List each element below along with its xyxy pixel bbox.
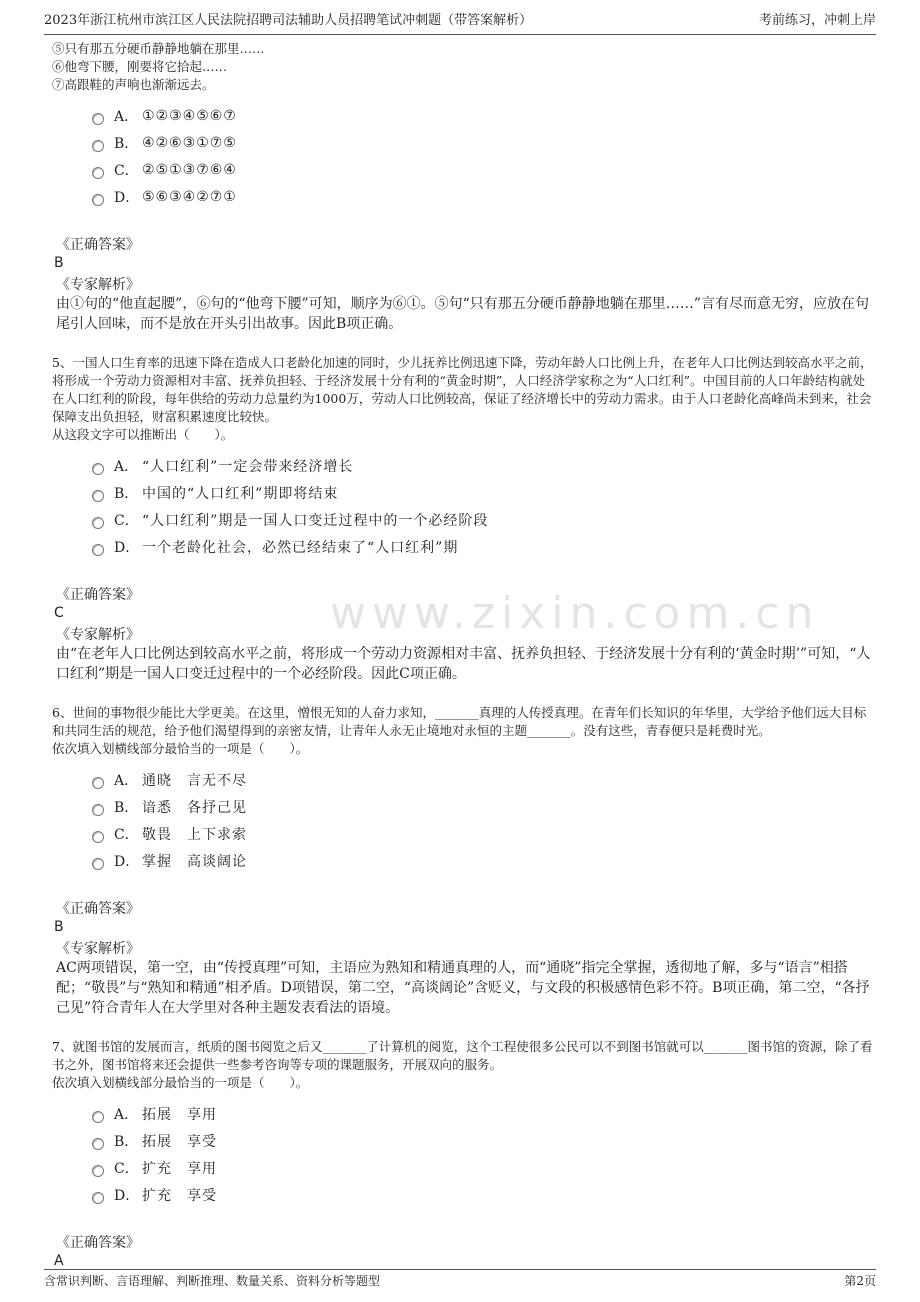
question-stem: 7、就图书馆的发展而言，纸质的图书阅览之后又_______了计算机的阅览，这个工程使很多公民可以不到图书馆就可以_______图书馆的资源，除了看书之外，图书馆将来还会提供一些参考咨询等专项的课题服务，开展双向的服务。 — [52, 1039, 873, 1072]
option-text: 一个老龄化社会，必然已经结束了“人口红利”期 — [142, 539, 459, 556]
option-letter: A． — [114, 1106, 139, 1123]
option-letter: D． — [114, 1187, 140, 1204]
answer-value: B — [54, 919, 64, 935]
option-list — [92, 1100, 876, 1208]
answer-value: A — [54, 1253, 64, 1269]
option-list — [92, 452, 876, 560]
option-text: 掌握 高谈阔论 — [142, 853, 247, 870]
option-list — [92, 766, 876, 874]
option-letter: B． — [114, 135, 139, 152]
option-a[interactable] — [92, 766, 876, 793]
option-letter: B． — [114, 485, 139, 502]
page-content — [52, 40, 876, 1270]
option-text: 敬畏 上下求索 — [142, 826, 247, 843]
question-line: ⑤只有那五分硬币静静地躺在那里…… — [52, 41, 265, 56]
question-line: ⑥他弯下腰，刚要将它拾起…… — [52, 59, 228, 74]
page-number: 第2页 — [844, 1274, 876, 1288]
question-stem: 6、世间的事物很少能比大学更美。在这里，憎恨无知的人奋力求知，_______真理的人传授真理。在青年们长知识的年华里，大学给予他们远大目标和共同生活的规范，给予他们渴望得到的亲密友情，让青年人永无止境地对永恒的主题_______。没有这些，青春便只是耗费时光。 — [52, 705, 867, 738]
radio-icon[interactable] — [92, 858, 104, 870]
option-letter: A． — [114, 108, 139, 125]
radio-icon[interactable] — [92, 194, 104, 206]
option-d[interactable] — [92, 183, 876, 210]
option-letter: C． — [114, 1160, 139, 1177]
radio-icon[interactable] — [92, 544, 104, 556]
option-text: “人口红利”一定会带来经济增长 — [142, 458, 354, 475]
option-text: ⑤⑥③④②⑦① — [142, 188, 237, 205]
option-a[interactable] — [92, 1100, 876, 1127]
option-text: 中国的“人口红利”期即将结束 — [142, 485, 339, 502]
option-text: 通晓 言无不尽 — [142, 772, 247, 789]
answer-value: C — [54, 605, 64, 621]
option-b[interactable] — [92, 479, 876, 506]
option-letter: D． — [114, 539, 140, 556]
radio-icon[interactable] — [92, 1192, 104, 1204]
question-stem: 5、一国人口生育率的迅速下降在造成人口老龄化加速的同时，少儿抚养比例迅速下降，劳动年龄人口比例上升，在老年人口比例达到较高水平之前，将形成一个劳动力资源相对丰富、抚养负担轻、于经济发展十分有利的“黄金时期”，人口经济学家称之为“人口红利”。中国目前的人口年龄结构就处在人口红利的阶段，每年供给的劳动力总量约为1000万，劳动人口比例较高，保证了经济增长中的劳动力需求。由于人口老龄化高峰尚未到来，社会保障支出负担轻，财富积累速度比较快。 — [52, 355, 873, 424]
radio-icon[interactable] — [92, 804, 104, 816]
radio-icon[interactable] — [92, 490, 104, 502]
option-letter: D． — [114, 189, 140, 206]
option-b[interactable] — [92, 129, 876, 156]
option-b[interactable] — [92, 1127, 876, 1154]
explanation-title: 《专家解析》 — [56, 627, 140, 643]
radio-icon[interactable] — [92, 831, 104, 843]
explanation-title: 《专家解析》 — [56, 277, 140, 293]
option-list — [92, 102, 876, 210]
radio-icon[interactable] — [92, 463, 104, 475]
question-prompt: 依次填入划横线部分最恰当的一项是（ ）。 — [52, 1075, 309, 1090]
option-letter: C． — [114, 162, 139, 179]
option-letter: B． — [114, 1133, 139, 1150]
option-letter: C． — [114, 826, 139, 843]
explanation-text: 由“在老年人口比例达到较高水平之前，将形成一个劳动力资源相对丰富、抚养负担轻、于经济发展十分有利的‘黄金时期’”可知，“人口红利”期是一国人口变迁过程中的一个必经阶段。因此C项正确。 — [56, 646, 871, 682]
answer-title: 《正确答案》 — [56, 587, 140, 603]
watermark: www.zixin.com.cn — [330, 588, 820, 639]
answer-title: 《正确答案》 — [56, 237, 140, 253]
option-text: 谙悉 各抒己见 — [142, 799, 247, 816]
option-text: ①②③④⑤⑥⑦ — [142, 107, 237, 124]
radio-icon[interactable] — [92, 140, 104, 152]
header-slogan: 考前练习，冲刺上岸 — [758, 13, 876, 28]
page-footer — [44, 1269, 876, 1294]
explanation-title: 《专家解析》 — [56, 941, 140, 957]
option-letter: B． — [114, 799, 139, 816]
radio-icon[interactable] — [92, 113, 104, 125]
option-c[interactable] — [92, 506, 876, 533]
option-a[interactable] — [92, 102, 876, 129]
option-b[interactable] — [92, 793, 876, 820]
answer-title: 《正确答案》 — [56, 901, 140, 917]
question-6 — [52, 704, 876, 1018]
document-title: 2023年浙江杭州市滨江区人民法院招聘司法辅助人员招聘笔试冲刺题（带答案解析） — [44, 13, 533, 28]
answer-value: B — [54, 255, 64, 271]
question-prompt: 从这段文字可以推断出（ ）。 — [52, 427, 234, 442]
option-letter: A． — [114, 772, 139, 789]
radio-icon[interactable] — [92, 1138, 104, 1150]
option-text: 拓展 享用 — [142, 1106, 217, 1123]
question-7 — [52, 1038, 876, 1270]
explanation-text: 由①句的“他直起腰”，⑥句的“他弯下腰”可知，顺序为⑥①。⑤句“只有那五分硬币静静地躺在那里……”言有尽而意无穷，应放在句尾引人回味，而不是放在开头引出故事。因此B项正确。 — [56, 296, 869, 332]
option-letter: D． — [114, 853, 140, 870]
option-d[interactable] — [92, 533, 876, 560]
explanation-text: AC两项错误，第一空，由“传授真理”可知，主语应为熟知和精通真理的人，而“通晓”指完全掌握，透彻地了解，多与“语言”相搭配；“敬畏”与“熟知和精通”相矛盾。D项错误，第二空，“高谈阔论”含贬义，与文段的积极感情色彩不符。B项正确，第二空，“各抒己见”符合青年人在大学里对各种主题发表看法的语境。 — [56, 960, 870, 1016]
question-5 — [52, 354, 876, 684]
option-text: “人口红利”期是一国人口变迁过程中的一个必经阶段 — [142, 512, 489, 529]
radio-icon[interactable] — [92, 167, 104, 179]
option-d[interactable] — [92, 847, 876, 874]
option-a[interactable] — [92, 452, 876, 479]
radio-icon[interactable] — [92, 1111, 104, 1123]
question-4 — [52, 40, 876, 334]
option-text: ④②⑥③①⑦⑤ — [142, 134, 237, 151]
option-c[interactable] — [92, 156, 876, 183]
option-text: ②⑤①③⑦⑥④ — [142, 161, 237, 178]
option-letter: A． — [114, 458, 139, 475]
page-header — [44, 10, 876, 35]
option-c[interactable] — [92, 820, 876, 847]
option-text: 扩充 享用 — [142, 1160, 217, 1177]
answer-title: 《正确答案》 — [56, 1235, 140, 1251]
radio-icon[interactable] — [92, 777, 104, 789]
option-c[interactable] — [92, 1154, 876, 1181]
footer-note: 含常识判断、言语理解、判断推理、数量关系、资料分析等题型 — [44, 1274, 381, 1288]
radio-icon[interactable] — [92, 517, 104, 529]
radio-icon[interactable] — [92, 1165, 104, 1177]
option-d[interactable] — [92, 1181, 876, 1208]
option-text: 拓展 享受 — [142, 1133, 217, 1150]
option-letter: C． — [114, 512, 139, 529]
option-text: 扩充 享受 — [142, 1187, 217, 1204]
question-prompt: 依次填入划横线部分最恰当的一项是（ ）。 — [52, 741, 309, 756]
question-line: ⑦高跟鞋的声响也渐渐远去。 — [52, 77, 215, 92]
